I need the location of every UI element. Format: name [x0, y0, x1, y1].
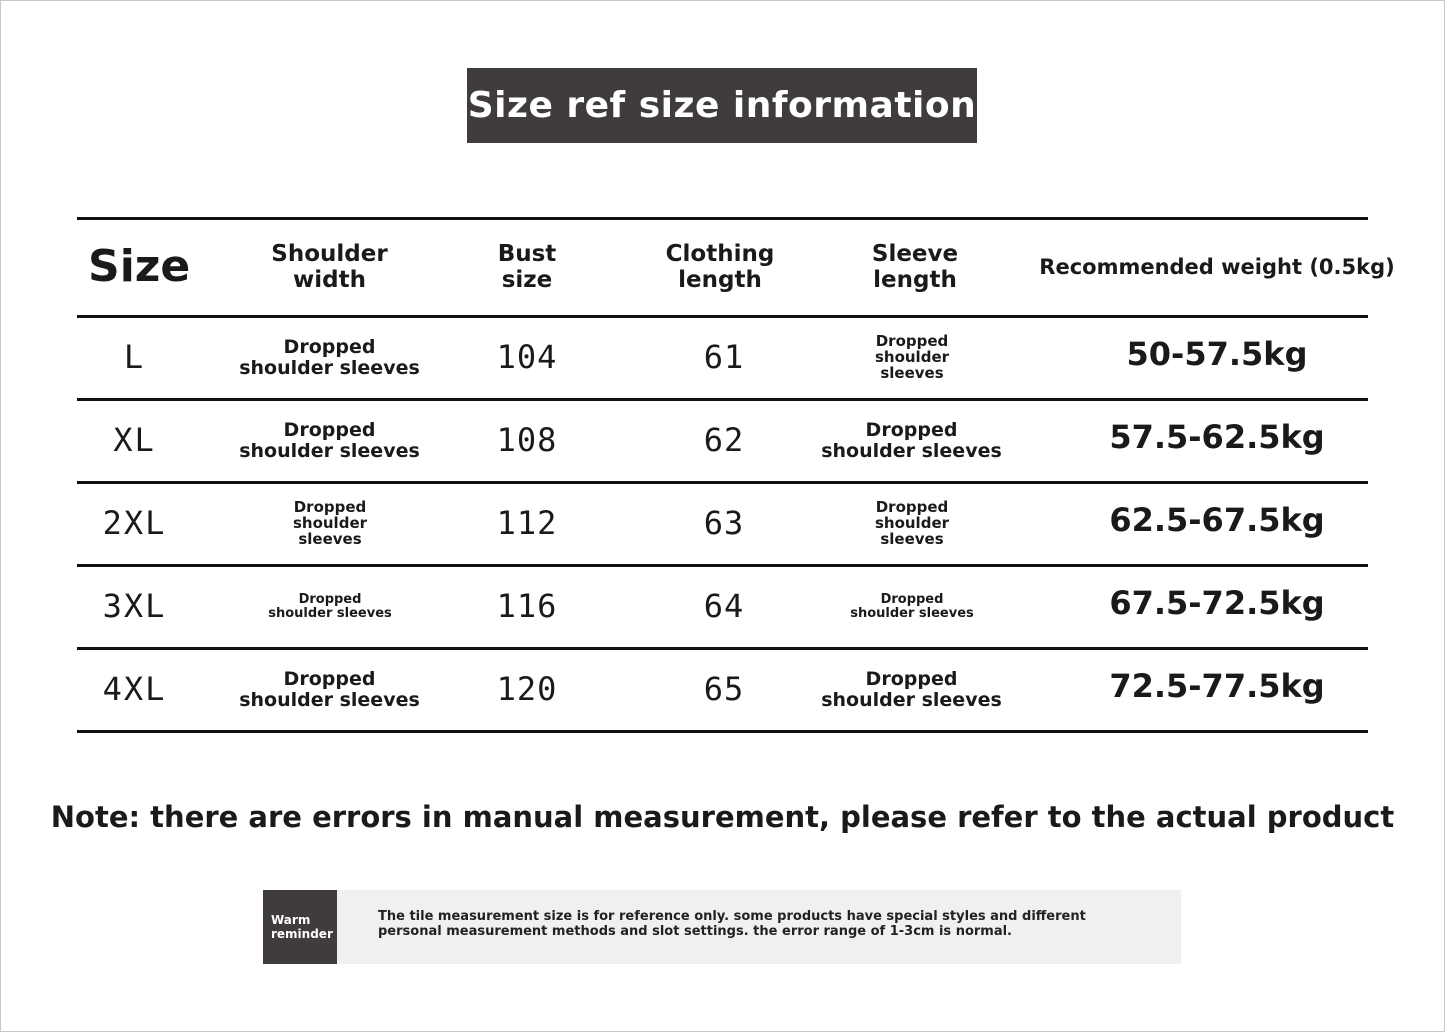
cell-line: shoulder sleeves	[850, 606, 974, 621]
cell-line: Dropped	[875, 332, 949, 351]
cell-line: sleeves	[880, 529, 944, 548]
shoulder-cell	[232, 401, 427, 481]
length-cell: 63	[703, 504, 745, 543]
length-cell: 61	[703, 338, 745, 377]
shoulder-cell	[245, 567, 415, 647]
warm-reminder-text	[378, 910, 1158, 940]
header-shoulder-width	[237, 220, 422, 315]
header-bust-line2: size	[501, 266, 553, 293]
cell-line: Dropped	[283, 419, 376, 442]
weight-cell: 62.5-67.5kg	[1109, 501, 1325, 540]
header-recommended-weight: Recommended weight (0.5kg)	[1039, 254, 1395, 279]
cell-line: shoulder	[292, 514, 368, 533]
length-cell: 62	[703, 421, 745, 460]
size-cell: 2XL	[102, 504, 167, 543]
sleeve-cell	[837, 318, 987, 398]
size-cell: L	[123, 338, 146, 377]
weight-cell: 50-57.5kg	[1126, 335, 1308, 374]
reminder-tag-line1: Warm	[271, 912, 311, 927]
warm-reminder-box	[263, 890, 1181, 964]
cell-line: Dropped	[283, 668, 376, 691]
weight-cell: 57.5-62.5kg	[1109, 418, 1325, 457]
bust-cell: 120	[496, 670, 558, 709]
reminder-text-line2: personal measurement methods and slot settings. the error range of 1-3cm is normal.	[378, 923, 1012, 939]
header-bust-size	[452, 220, 602, 315]
cell-line: shoulder sleeves	[239, 440, 420, 462]
weight-cell: 72.5-77.5kg	[1109, 667, 1325, 706]
bust-cell: 112	[496, 504, 558, 543]
measurement-note: Note: there are errors in manual measurement, please refer to the actual product	[50, 800, 1395, 834]
cell-line: shoulder sleeves	[268, 606, 392, 621]
header-sleeve-line1: Sleeve	[871, 241, 959, 268]
sleeve-cell	[837, 484, 987, 564]
shoulder-cell	[255, 484, 405, 564]
cell-line: shoulder	[874, 348, 950, 367]
page-title: Size ref size information	[467, 68, 977, 143]
cell-line: sleeves	[880, 363, 944, 382]
header-size: Size	[88, 241, 191, 293]
cell-line: Dropped	[283, 336, 376, 359]
cell-line: shoulder sleeves	[239, 357, 420, 379]
header-bust-line1: Bust	[497, 241, 557, 268]
cell-line: Dropped	[298, 592, 362, 608]
size-cell: XL	[113, 421, 156, 460]
cell-line: shoulder sleeves	[821, 440, 1002, 462]
cell-line: sleeves	[298, 529, 362, 548]
sleeve-cell	[814, 401, 1009, 481]
length-cell: 65	[703, 670, 745, 709]
cell-line: Dropped	[293, 498, 367, 517]
header-sleeve-line2: length	[873, 266, 957, 293]
sleeve-cell	[827, 567, 997, 647]
cell-line: Dropped	[865, 668, 958, 691]
warm-reminder-tag	[263, 890, 337, 964]
cell-line: shoulder	[874, 514, 950, 533]
header-sleeve-length	[840, 220, 990, 315]
bust-cell: 108	[496, 421, 558, 460]
length-cell: 64	[703, 587, 745, 626]
cell-line: Dropped	[865, 419, 958, 442]
header-length-line1: Clothing	[665, 241, 775, 268]
bust-cell: 104	[496, 338, 558, 377]
size-cell: 4XL	[102, 670, 167, 709]
size-cell: 3XL	[102, 587, 167, 626]
header-length-line2: length	[678, 266, 762, 293]
header-shoulder-line2: width	[293, 266, 366, 293]
table-rule	[77, 730, 1368, 733]
cell-line: shoulder sleeves	[239, 689, 420, 711]
cell-line: Dropped	[875, 498, 949, 517]
shoulder-cell	[232, 650, 427, 730]
header-clothing-length	[645, 220, 795, 315]
cell-line: shoulder sleeves	[821, 689, 1002, 711]
header-shoulder-line1: Shoulder	[271, 241, 388, 268]
sleeve-cell	[814, 650, 1009, 730]
weight-cell: 67.5-72.5kg	[1109, 584, 1325, 623]
shoulder-cell	[232, 318, 427, 398]
reminder-tag-line2: reminder	[271, 927, 333, 941]
bust-cell: 116	[496, 587, 558, 626]
reminder-text-line1: The tile measurement size is for reference only. some products have special styles and different	[378, 909, 1086, 924]
cell-line: Dropped	[880, 592, 944, 608]
